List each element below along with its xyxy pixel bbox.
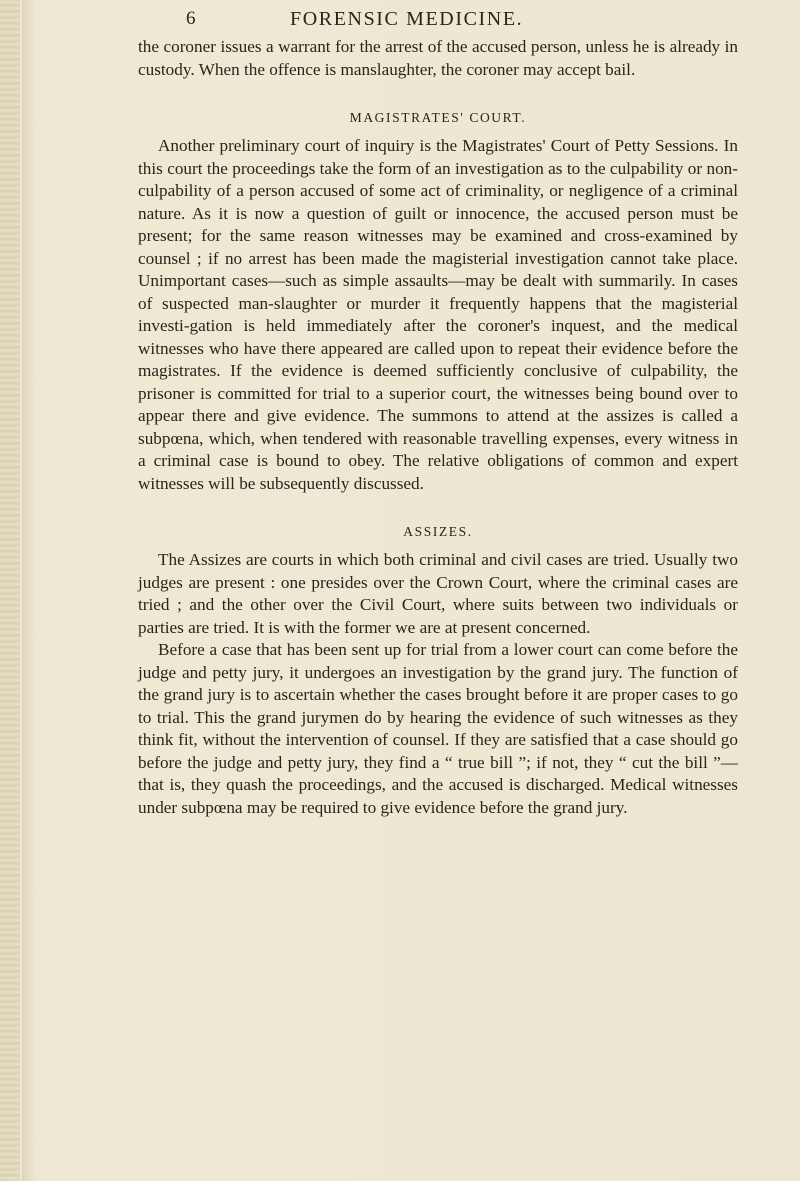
heading-assizes: ASSIZES. [403,524,473,539]
paragraph-magistrates-court: Another preliminary court of inquiry is the Magistrates' Court of Petty Sessions. In this court the proceedings take the form of an investigation as to the culpability or non-culpability of a person accused of some act of criminality, or negligence of a criminal nature. As it is now a question of guilt or innocence, the accused person must be present; for the same reason witnesses may be examined and cross-examined by counsel ; if no arrest has been made the magisterial investigation cannot take place. Unimportant cases—such as simple assaults—may be dealt with summarily. In cases of suspected man-slaughter or murder it frequently happens that the magisterial investi-gation is held immediately after the coroner's inquest, and the medical witnesses who have there appeared are called upon to repeat their evidence before the magistrates. If the evidence is deemed sufficiently conclusive of culpability, the prisoner is committed for trial to a superior court, the witnesses being bound over to appear there and give evidence. The summons to attend at the assizes is called a subpœna, which, when tendered with reasonable travelling expenses, every witness in a criminal case is bound to obey. The relative obligations of common and expert witnesses will be subsequently discussed. [138,136,738,493]
binding-gutter [0,0,20,1181]
running-head [0,8,800,38]
paragraph-grand-jury: Before a case that has been sent up for trial from a lower court can come before the judge and petty jury, it undergoes an investigation by the grand jury. The function of the grand jury is to ascertain whether the cases brought before it are proper cases to go to trial. This the grand jurymen do by hearing the evidence of such witnesses as they think fit, without the intervention of counsel. If they are satisfied that a case should go before the judge and petty jury, they find a “ true bill ”; if not, they “ cut the bill ”—that is, they quash the proceedings, and the accused is discharged. Medical witnesses under subpœna may be required to give evidence before the grand jury. [138,640,738,817]
body-text [138,36,738,819]
heading-magistrates-court: MAGISTRATES' COURT. [349,110,527,125]
page-number: 6 [186,8,197,29]
page-edge-shadow [22,0,36,1181]
paragraph-assizes: The Assizes are courts in which both criminal and civil cases are tried. Usually two judges are present : one presides over the Crown Court, where the criminal cases are tried ; and the other over the Civil Court, where suits between two individuals or parties are tried. It is with the former we are at present concerned. [138,550,738,637]
paragraph-coroner-bail: the coroner issues a warrant for the arrest of the accused person, unless he is already in custody. When the offence is manslaughter, the coroner may accept bail. [138,37,738,79]
running-title: FORENSIC MEDICINE. [290,8,524,30]
